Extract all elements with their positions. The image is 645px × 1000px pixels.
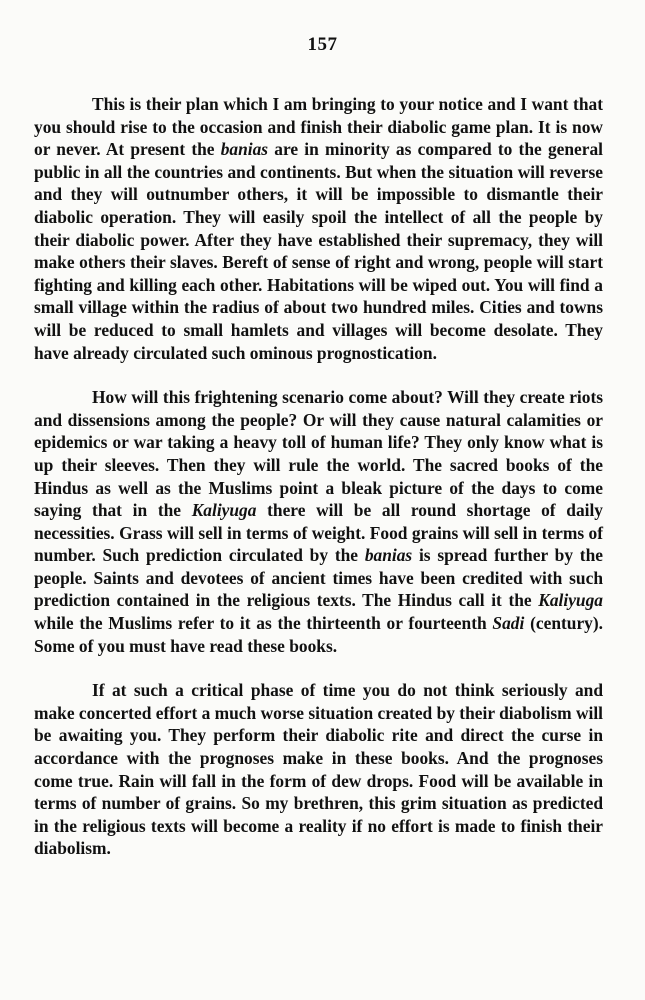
- text-run: is spread further by the people. Saints and devotees of ancient times have been credited with such prediction contained in the religious texts. The Hindus call it the: [34, 545, 603, 611]
- page-number: 157: [307, 34, 338, 55]
- italic-term: Sadi: [492, 613, 525, 634]
- text-run: there will be all round shortage of daily necessities. Grass will sell in terms of weight. Food grains will sell in terms of number. Such prediction circulated by the: [34, 500, 603, 566]
- text-run: This is their plan which I am bringing to your notice and I want that you should rise to the occasion and finish their diabolic game plan. It is now or never. At present the: [34, 94, 603, 160]
- text-run: If at such a critical phase of time you do not think seriously and make concerted effort a much worse situation created by their diabolism will be awaiting you. They perform their diabolic rite and direct the curse in accordance with the prognoses make in these books. And the prognoses come true. Rain will fall in the form of dew drops. Food will be available in terms of number of grains. So my brethren, this grim situation as predicted in the religious texts will become a reality if no effort is made to finish their diabolism.: [34, 680, 603, 859]
- italic-term: Kaliyuga: [191, 500, 257, 521]
- text-run: How will this frightening scenario come about? Will they create riots and dissensions among the people? Or will they cause natural calamities or epidemics or war taking a heavy toll of human life? They only know what is up their sleeves. Then they will rule the world. The sacred books of the Hindus as well as the Muslims point a bleak picture of the days to come saying that in the: [34, 387, 603, 521]
- paragraph: [34, 386, 603, 657]
- paragraph: [34, 93, 603, 364]
- text-run: (century). Some of you must have read these books.: [34, 613, 604, 656]
- italic-term: banias: [364, 545, 413, 566]
- text-run: are in minority as compared to the general public in all the countries and continents. But when the situation will reverse and they will outnumber others, it will be impossible to dismantle their diabolic operation. They will easily spoil the intellect of all the people by their diabolic power. After they have established their supremacy, they will make others their slaves. Bereft of sense of right and wrong, people will start fighting and killing each other. Habitations will be wiped out. You will find a small village within the radius of about two hundred miles. Cities and towns will be reduced to small hamlets and villages will become desolate. They have already circulated such ominous prognostication.: [34, 139, 603, 363]
- page-body: [34, 93, 603, 882]
- paragraph: [34, 679, 603, 860]
- text-run: while the Muslims refer to it as the thirteenth or fourteenth: [34, 613, 493, 634]
- italic-term: banias: [220, 139, 269, 160]
- italic-term: Kaliyuga: [538, 590, 603, 611]
